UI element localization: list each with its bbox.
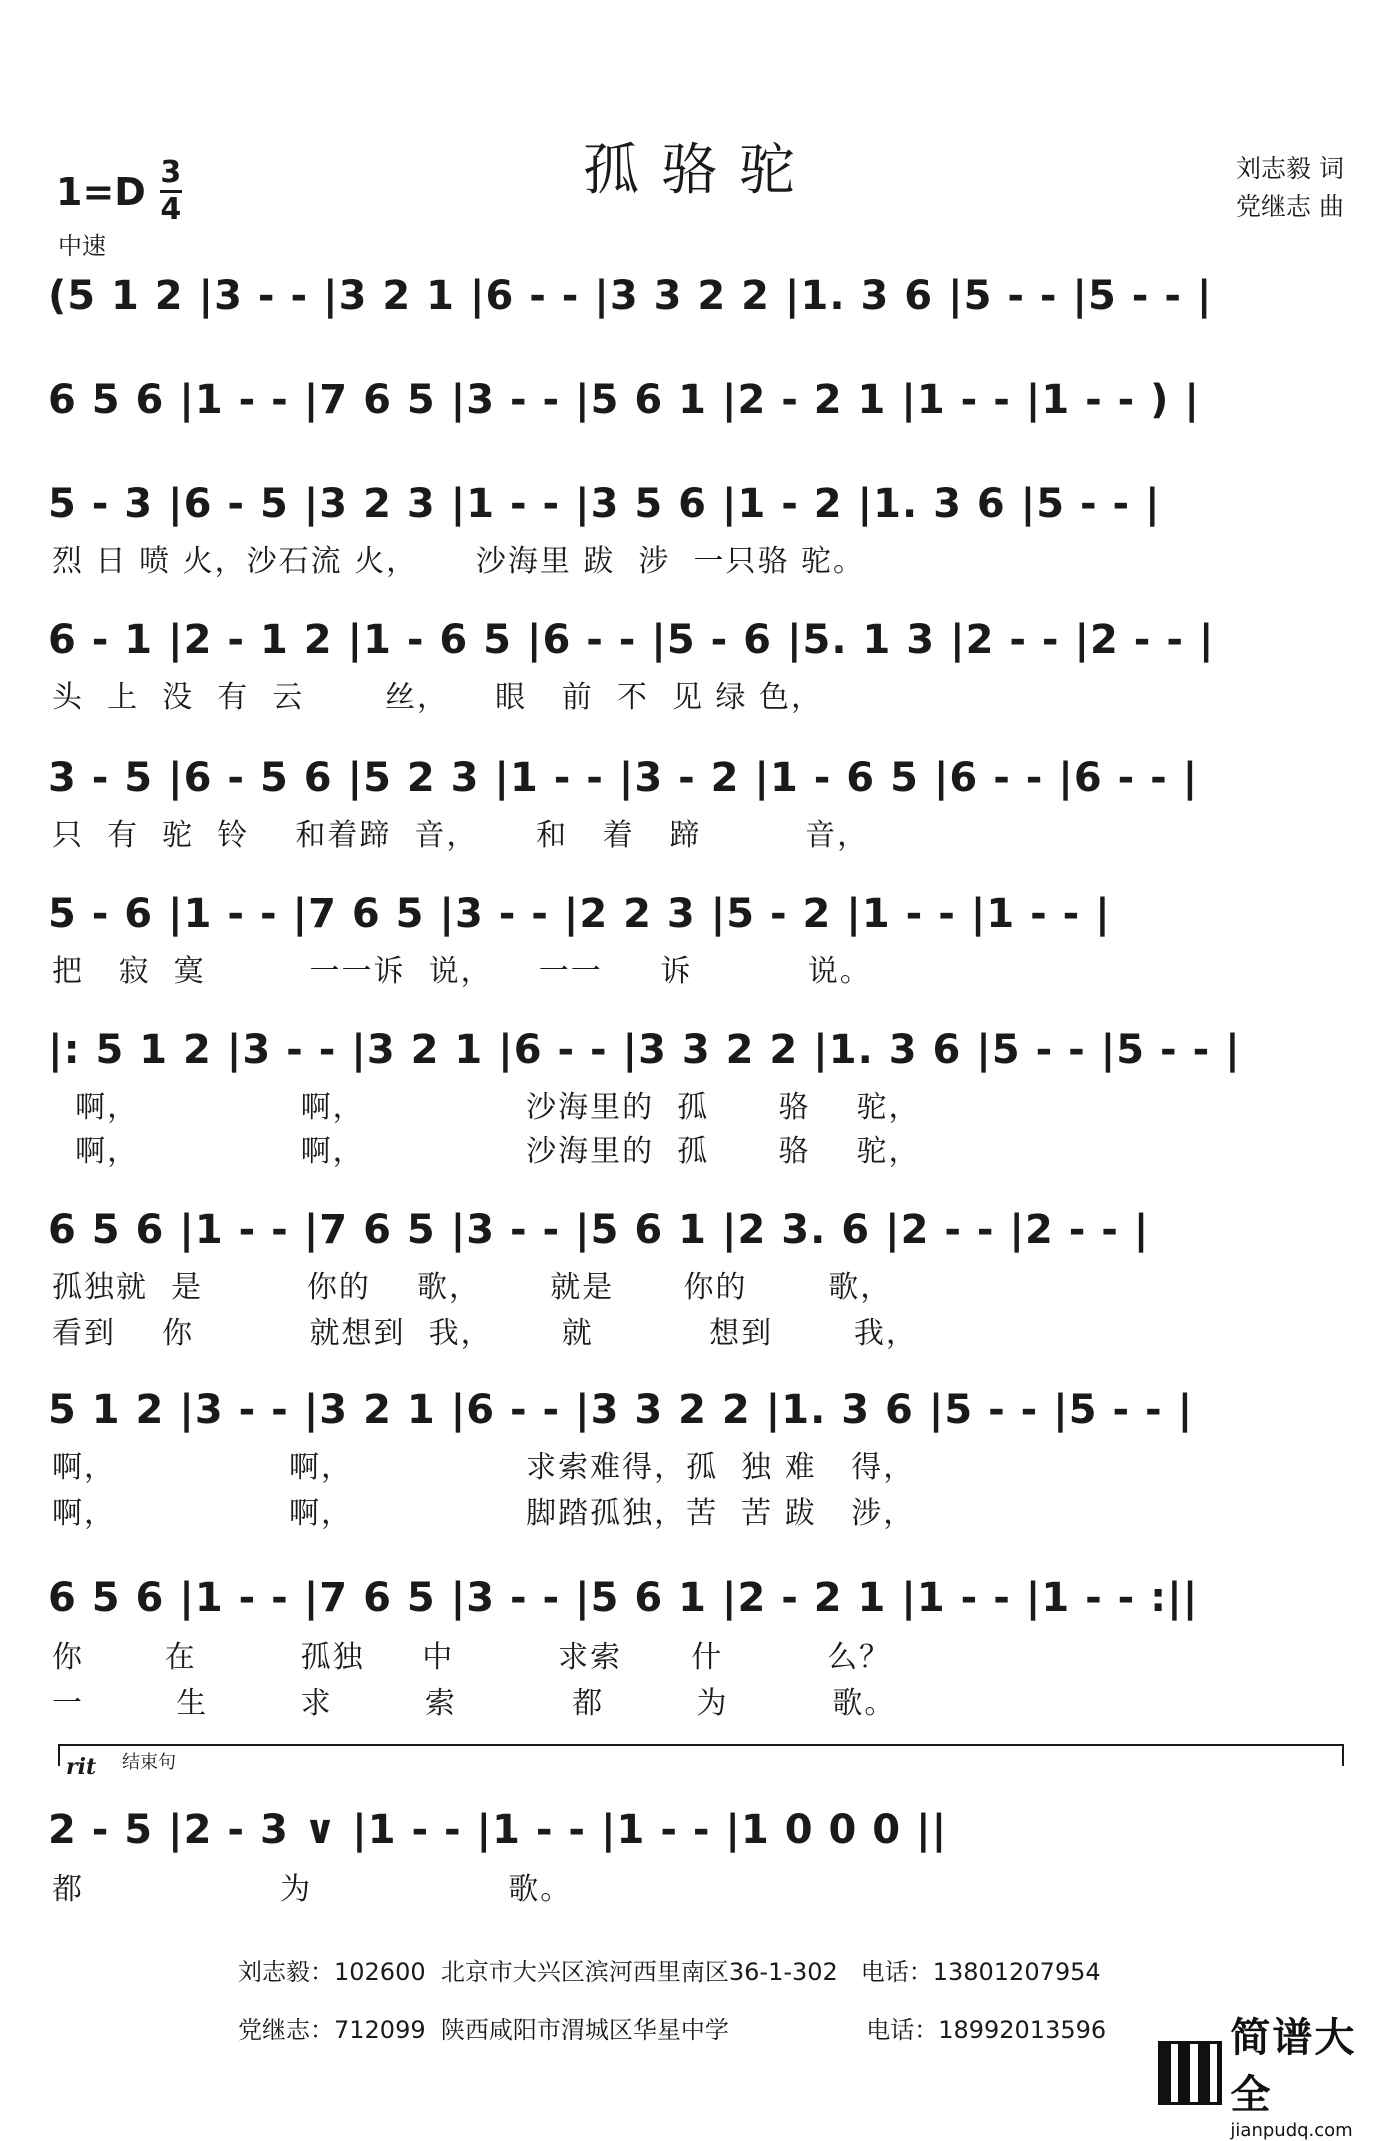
brand-url: jianpudq.com — [1230, 2119, 1353, 2141]
lyricist-credit: 刘志毅 词 — [1236, 154, 1344, 183]
lyric-line: 只 有 驼 铃 和着蹄 音， 和 着 蹄 音， — [52, 818, 870, 853]
contact-lyricist: 刘志毅：102600 北京市大兴区滨河西里南区36-1-302 电话：13801207954 — [238, 1958, 1101, 1986]
contact-composer: 党继志：712099 陕西咸阳市渭城区华星中学 电话：18992013596 — [238, 2016, 1107, 2044]
credits — [1236, 150, 1344, 226]
lyric-line: 孤独就 是 你的 歌， 就是 你的 歌， — [52, 1270, 893, 1305]
notation-system-9 — [48, 1380, 1344, 1440]
time-bottom: 4 — [160, 192, 182, 227]
system-notes: 6 5 6 |1 - - |7 6 5 |3 - - |5 6 1 |2 3. 6 |2 - - |2 - - | — [48, 1207, 1150, 1253]
system-notes: 6 5 6 |1 - - |7 6 5 |3 - - |5 6 1 |2 - 2 1 |1 - - |1 - - ) | — [48, 377, 1200, 423]
notation-system-8 — [48, 1200, 1344, 1260]
notation-system-3 — [48, 474, 1344, 534]
rit-mark: rit — [66, 1754, 97, 1780]
piano-icon — [1158, 2041, 1222, 2105]
notation-system-2 — [48, 370, 1344, 430]
brand-logo — [1158, 2014, 1394, 2141]
lyric-line: 啊， 啊， 沙海里的 孤 骆 驼， — [52, 1090, 921, 1125]
lyric-line: 一 生 求 索 都 为 歌。 — [52, 1686, 897, 1721]
composer-credit: 党继志 曲 — [1236, 192, 1344, 221]
lyric-line: 头 上 没 有 云 丝， 眼 前 不 见 绿 色， — [52, 680, 824, 715]
notation-system-7 — [48, 1020, 1344, 1080]
lyric-line: 啊， 啊， 沙海里的 孤 骆 驼， — [52, 1134, 921, 1169]
system-notes: 6 - 1 |2 - 1 2 |1 - 6 5 |6 - - |5 - 6 |5. 1 3 |2 - - |2 - - | — [48, 617, 1215, 663]
key-label: 1=D — [56, 169, 146, 214]
notation-system-6 — [48, 884, 1344, 944]
tempo-mark: 中速 — [58, 232, 106, 260]
notation-system-5 — [48, 748, 1344, 808]
lyric-line: 看到 你 就想到 我， 就 想到 我， — [52, 1316, 918, 1351]
system-notes: 5 - 6 |1 - - |7 6 5 |3 - - |2 2 3 |5 - 2 |1 - - |1 - - | — [48, 891, 1111, 937]
lyric-line: 啊， 啊， 脚踏孤独，苦 苦 跋 涉， — [52, 1496, 916, 1531]
lyric-line: 烈 日 喷 火，沙石流 火， 沙海里 跋 涉 一只骆 驼。 — [52, 544, 866, 579]
system-notes: (5 1 2 |3 - - |3 2 1 |6 - - |3 3 2 2 |1. 3 6 |5 - - |5 - - | — [48, 273, 1213, 319]
system-notes: 5 1 2 |3 - - |3 2 1 |6 - - |3 3 2 2 |1. 3 6 |5 - - |5 - - | — [48, 1387, 1194, 1433]
key-signature — [56, 155, 182, 227]
lyric-line: 都 为 歌。 — [52, 1872, 573, 1907]
lyric-line: 把 寂 寞 一一诉 说， 一一 诉 说。 — [52, 954, 872, 989]
system-notes: 2 - 5 |2 - 3 ∨ |1 - - |1 - - |1 - - |1 0 0 0 || — [48, 1807, 948, 1853]
system-notes: 5 - 3 |6 - 5 |3 2 3 |1 - - |3 5 6 |1 - 2 |1. 3 6 |5 - - | — [48, 481, 1161, 527]
system-notes: 6 5 6 |1 - - |7 6 5 |3 - - |5 6 1 |2 - 2 1 |1 - - |1 - - :|| — [48, 1575, 1199, 1621]
coda-bracket — [58, 1744, 1344, 1766]
song-title: 孤骆驼 — [583, 137, 817, 203]
notation-system-10 — [48, 1568, 1344, 1628]
lyric-line: 你 在 孤独 中 求索 什 么？ — [52, 1640, 892, 1675]
time-signature — [160, 155, 182, 227]
notation-system-1 — [48, 266, 1344, 326]
brand-name: 简谱大全 — [1230, 2014, 1357, 2118]
time-top: 3 — [160, 155, 182, 190]
system-notes: |: 5 1 2 |3 - - |3 2 1 |6 - - |3 3 2 2 |1. 3 6 |5 - - |5 - - | — [48, 1027, 1241, 1073]
lyric-line: 啊， 啊， 求索难得，孤 独 难 得， — [52, 1450, 916, 1485]
system-notes: 3 - 5 |6 - 5 6 |5 2 3 |1 - - |3 - 2 |1 - 6 5 |6 - - |6 - - | — [48, 755, 1199, 801]
notation-system-coda — [48, 1800, 1344, 1860]
notation-system-4 — [48, 610, 1344, 670]
coda-label: 结束句 — [122, 1752, 176, 1773]
